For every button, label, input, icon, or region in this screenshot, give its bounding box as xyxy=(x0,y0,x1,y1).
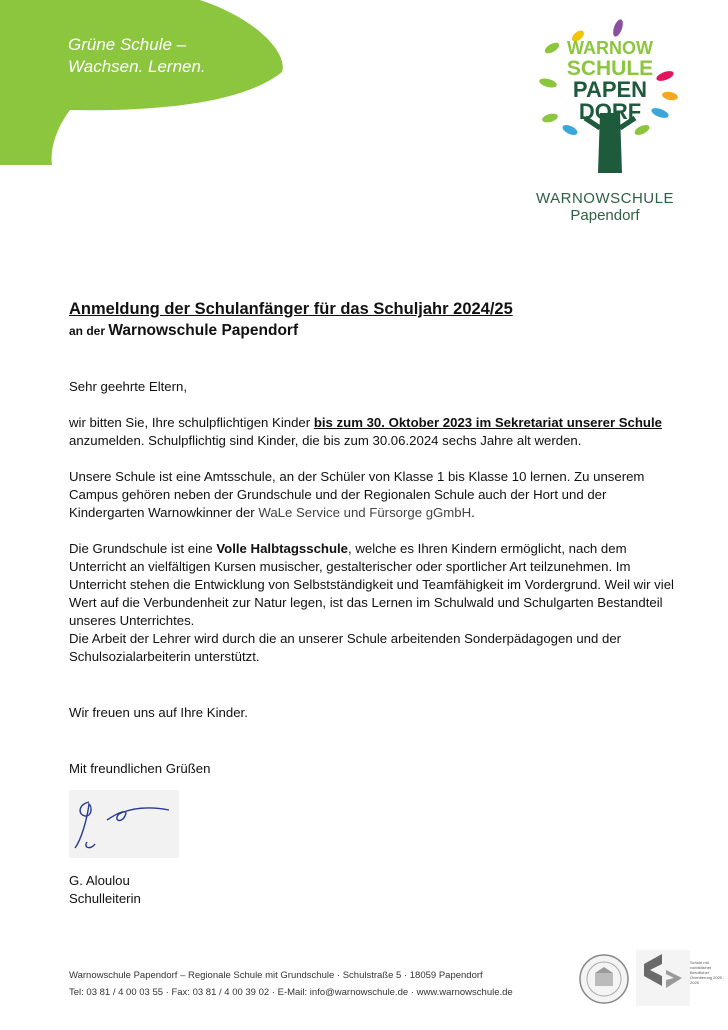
subtitle-school-name: Warnowschule Papendorf xyxy=(108,322,299,339)
p2-text-c: . xyxy=(471,505,475,520)
subtitle-prefix: an der xyxy=(69,324,106,338)
regards-line: Mit freundlichen Grüßen xyxy=(69,761,211,776)
p3-text-c: , welche es Ihren Kindern ermöglicht, nach dem Unterricht an vielfältigen Kursen musischer, gestalterischer oder sportlicher Art teilzunehmen. Im Unterricht stehen die Entwicklung von Selbstständigkeit und Teamfähigkeit im Vordergrund. Weil wir viel Wert auf die Verbundenheit zur Natur legen, ist das Lernen im Schulwald und Schulgarten Bestandteil unseres Unterrichtes. xyxy=(69,541,674,628)
signature-scribble xyxy=(69,790,179,858)
logo-word-papen: PAPEN xyxy=(572,77,648,102)
paragraph-support-staff: Die Arbeit der Lehrer wird durch die an unserer Schule arbeitenden Sonderpädagogen und der Schulsozialarbeiterin unterstützt. xyxy=(69,631,622,664)
letter-body xyxy=(69,300,679,908)
signer-role: Schulleiterin xyxy=(69,891,141,906)
footer-contact: Tel: 03 81 / 4 00 03 55 · Fax: 03 81 / 4 00 39 02 · E-Mail: info@warnowschule.de · www.warnowschule.de xyxy=(69,987,513,998)
closing-line: Wir freuen uns auf Ihre Kinder. xyxy=(69,705,248,720)
paragraph-registration xyxy=(69,414,679,450)
letter-subtitle xyxy=(69,322,679,340)
slogan-line-2: Wachsen. Lernen. xyxy=(68,57,206,76)
p3-text-a: Die Grundschule ist eine xyxy=(69,541,217,556)
signature-image xyxy=(69,790,179,858)
p1-text-a: wir bitten Sie, Ihre schulpflichtigen Kinder xyxy=(69,415,314,430)
logo-word-schule: SCHULE xyxy=(566,57,654,80)
paragraph-primary-school xyxy=(69,540,679,630)
school-logo xyxy=(530,18,690,178)
letter-title: Anmeldung der Schulanfänger für das Schuljahr 2024/25 xyxy=(69,300,513,318)
greeting: Sehr geehrte Eltern, xyxy=(69,379,188,394)
certification-seal-icon xyxy=(578,953,630,1005)
provider-name: WaLe Service und Fürsorge gGmbH xyxy=(258,505,472,520)
logo-caption-school: WARNOWSCHULE xyxy=(536,190,674,207)
slogan-line-1: Grüne Schule – xyxy=(68,35,187,54)
school-slogan xyxy=(68,34,206,78)
p2-text-a: Unsere Schule ist eine Amtsschule, an der Schüler von Klasse 1 bis Klasse 10 lernen. Zu unserem Campus gehören neben der Grundschule und der Regionalen Schule auch der Hort und der Kindergarten Warnowkinner der xyxy=(69,469,645,520)
signer-name: G. Aloulou xyxy=(69,873,130,888)
logo-word-warnow: WARNOW xyxy=(567,38,653,58)
p1-text-c: anzumelden. Schulpflichtig sind Kinder, die bis zum 30.06.2024 sechs Jahre alt werden. xyxy=(69,433,582,448)
career-orientation-badge-icon xyxy=(636,950,690,1006)
logo-caption xyxy=(520,190,690,224)
school-type-highlight: Volle Halbtagsschule xyxy=(216,541,349,556)
logo-word-dorf: DORF xyxy=(578,99,642,124)
registration-deadline: bis zum 30. Oktober 2023 im Sekretariat unserer Schule xyxy=(313,415,662,430)
letter-footer xyxy=(69,967,589,1001)
logo-caption-town: Papendorf xyxy=(570,207,640,224)
footer-address: Warnowschule Papendorf – Regionale Schule mit Grundschule · Schulstraße 5 · 18059 Papendorf xyxy=(69,970,483,981)
paragraph-school-info xyxy=(69,468,679,522)
leaf-banner-graphic xyxy=(0,0,290,165)
badge-caption: Schule mit vorbildlicher Beruflicher Orientierung 2020 - 2025 xyxy=(690,960,725,985)
